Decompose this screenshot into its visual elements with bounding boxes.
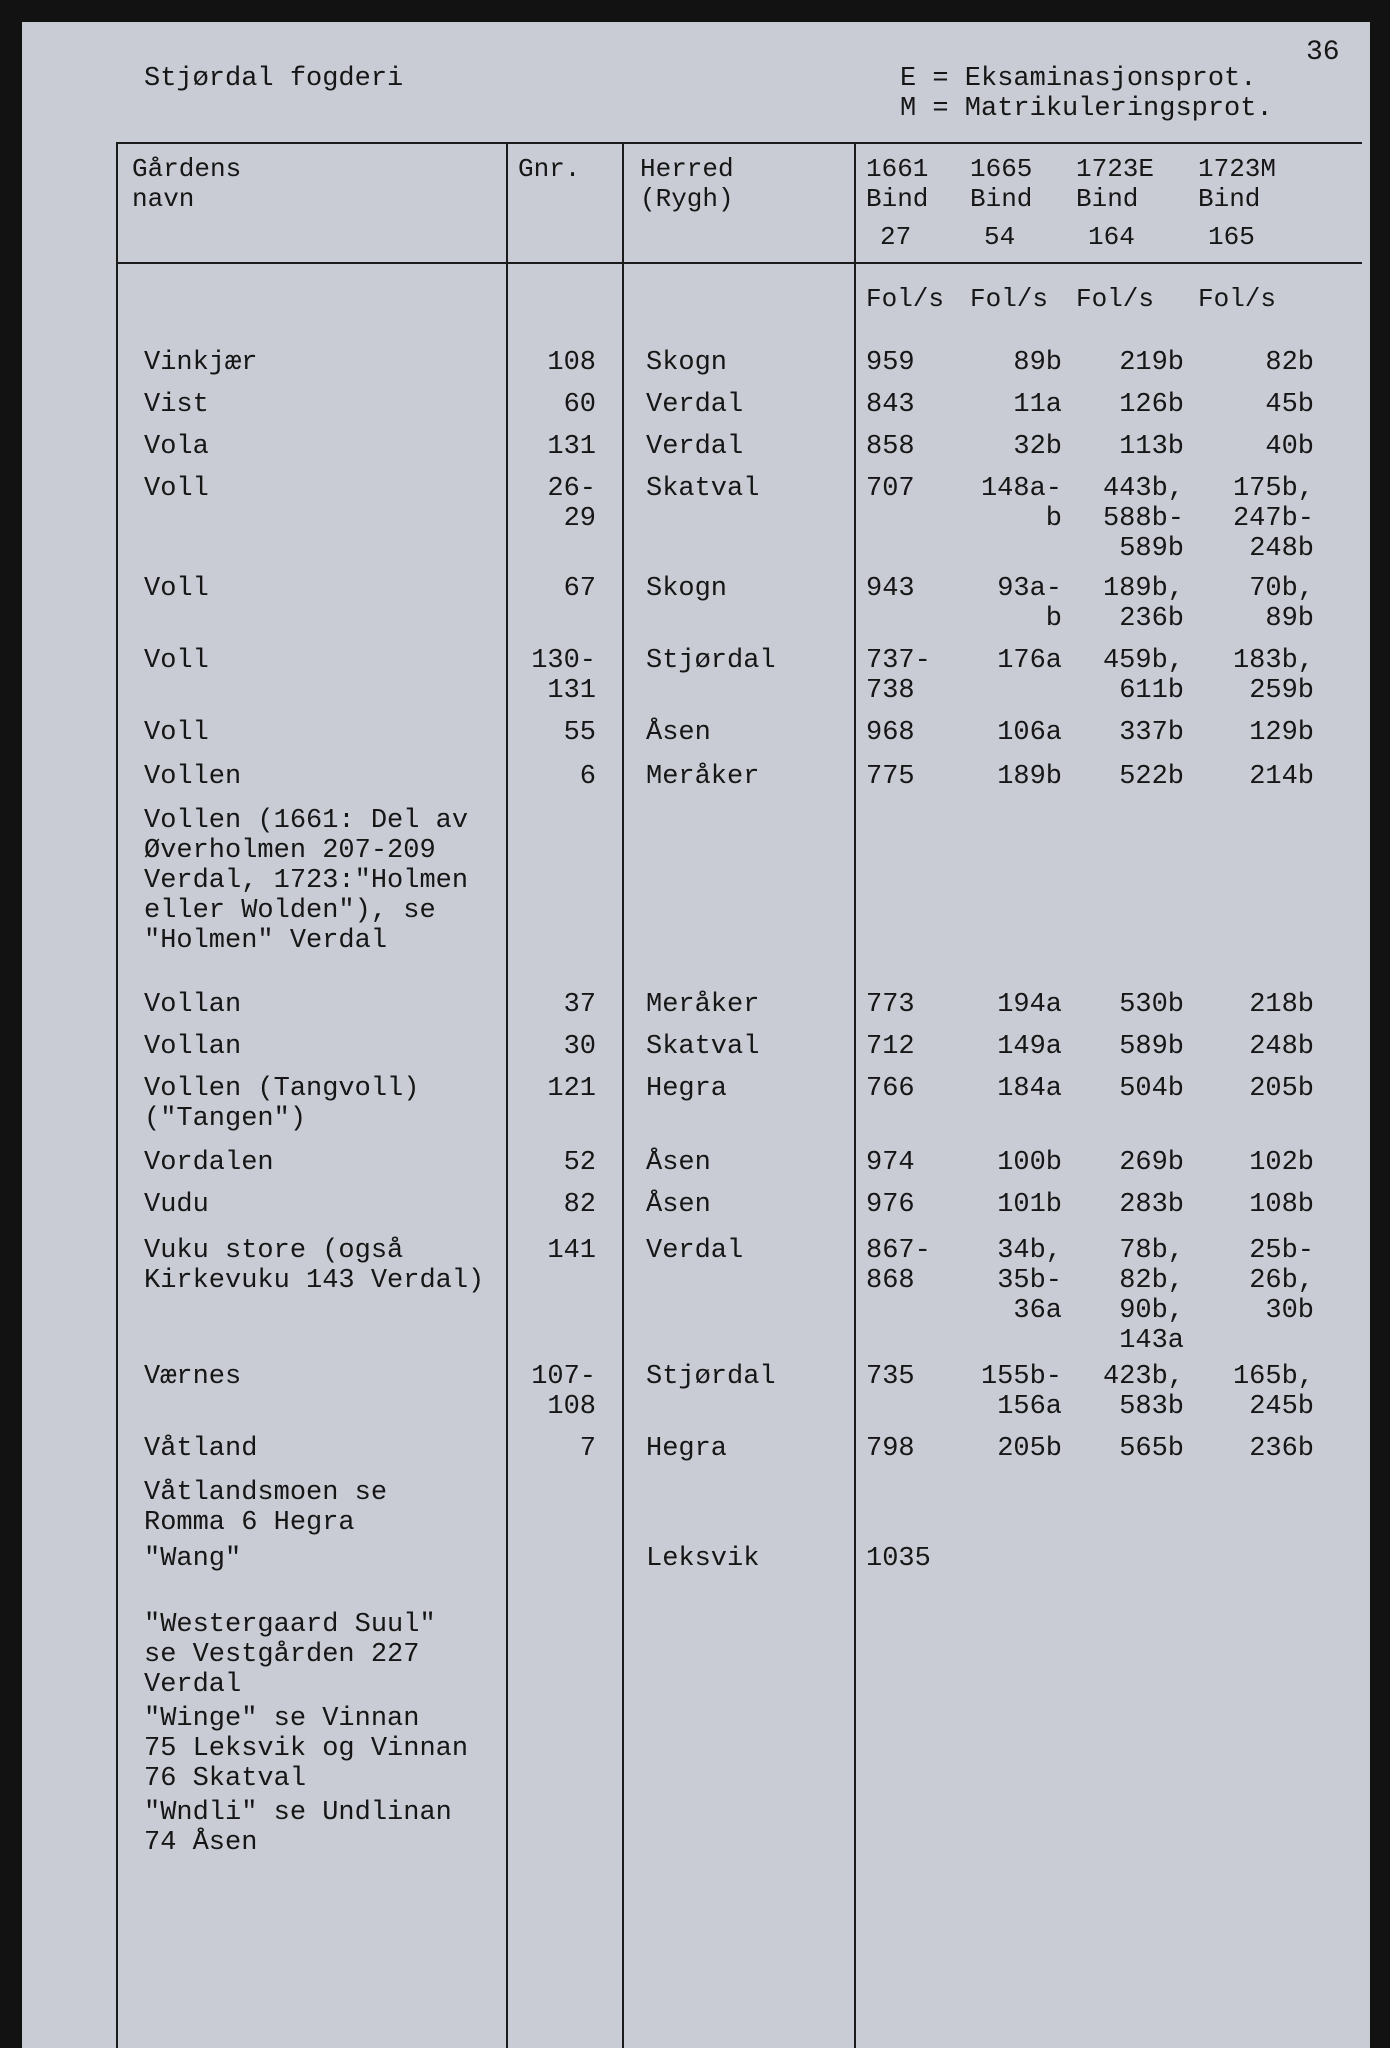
cell-v1723m: 45b (1265, 390, 1314, 420)
cell-v1661: 775 (866, 762, 915, 792)
cell-herred: Skatval (646, 1032, 760, 1062)
cell-v1665: 106a (997, 718, 1062, 748)
cell-v1661: 737- 738 (866, 646, 931, 706)
cell-v1661: 773 (866, 990, 915, 1020)
cell-name: Vollen (144, 762, 242, 792)
cell-herred: Verdal (646, 390, 744, 420)
cell-v1723e: 423b, 583b (1102, 1362, 1184, 1422)
cell-name: "Westergaard Suul" se Vestgården 227 Verdal (144, 1610, 436, 1700)
cell-v1665: 100b (997, 1148, 1062, 1178)
cell-gnr: 107- 108 (531, 1362, 596, 1422)
cell-herred: Skogn (646, 574, 728, 604)
bind-number-1665: 54 (984, 222, 1016, 252)
cell-v1723m: 214b (1249, 762, 1314, 792)
cell-gnr: 30 (563, 1032, 596, 1062)
cell-name: Vudu (144, 1190, 209, 1220)
cell-v1665: 32b (1013, 432, 1062, 462)
cell-v1665: 205b (997, 1434, 1062, 1464)
cell-v1723m: 165b, 245b (1232, 1362, 1314, 1422)
cell-v1723m: 248b (1249, 1032, 1314, 1062)
cell-v1661: 798 (866, 1434, 915, 1464)
cell-gnr: 60 (563, 390, 596, 420)
cell-v1665: 194a (997, 990, 1062, 1020)
cell-v1723e: 459b, 611b (1102, 646, 1184, 706)
cell-v1723m: 70b, 89b (1249, 574, 1314, 634)
column-header-herred: Herred (Rygh) (640, 154, 734, 214)
cell-v1723e: 113b (1119, 432, 1184, 462)
cell-gnr: 121 (547, 1074, 596, 1104)
table-top-rule (116, 142, 1362, 144)
cell-name: Våtland (144, 1434, 258, 1464)
cell-name: Vinkjær (144, 348, 258, 378)
bind-number-1661: 27 (880, 222, 912, 252)
cell-v1723m: 175b, 247b- 248b (1232, 474, 1314, 564)
cell-v1665: 34b, 35b- 36a (997, 1236, 1062, 1326)
cell-name: "Wndli" se Undlinan 74 Åsen (144, 1798, 452, 1858)
cell-herred: Meråker (646, 762, 760, 792)
cell-v1723e: 78b, 82b, 90b, 143a (1119, 1236, 1184, 1356)
cell-v1723m: 236b (1249, 1434, 1314, 1464)
document-page (22, 22, 1370, 2048)
cell-v1661: 976 (866, 1190, 915, 1220)
cell-herred: Verdal (646, 1236, 744, 1266)
cell-v1723e: 126b (1119, 390, 1184, 420)
cell-herred: Skatval (646, 474, 760, 504)
cell-gnr: 26- 29 (547, 474, 596, 534)
cell-name: Våtlandsmoen se Romma 6 Hegra (144, 1478, 388, 1538)
cell-v1665: 93a- b (997, 574, 1062, 634)
cell-herred: Verdal (646, 432, 744, 462)
cell-v1665: 101b (997, 1190, 1062, 1220)
bind-number-1723m: 165 (1208, 222, 1255, 252)
cell-v1723m: 108b (1249, 1190, 1314, 1220)
cell-v1665: 155b- 156a (980, 1362, 1062, 1422)
cell-gnr: 7 (579, 1434, 596, 1464)
cell-v1723m: 102b (1249, 1148, 1314, 1178)
cell-name: Voll (144, 574, 209, 604)
cell-name: Vollan (144, 990, 242, 1020)
cell-v1665: 176a (997, 646, 1062, 676)
cell-name: "Winge" se Vinnan 75 Leksvik og Vinnan 76 Skatval (144, 1704, 469, 1794)
column-header-1661: 1661 Bind (866, 154, 929, 214)
cell-v1665: 148a- b (980, 474, 1062, 534)
cell-v1723m: 25b- 26b, 30b (1249, 1236, 1314, 1326)
legend-m: M = Matrikuleringsprot. (900, 94, 1273, 124)
cell-v1665: 11a (1013, 390, 1062, 420)
cell-herred: Hegra (646, 1074, 728, 1104)
cell-v1665: 149a (997, 1032, 1062, 1062)
cell-v1665: 189b (997, 762, 1062, 792)
cell-v1661: 968 (866, 718, 915, 748)
cell-v1723e: 530b (1119, 990, 1184, 1020)
cell-v1661: 735 (866, 1362, 915, 1392)
cell-herred: Åsen (646, 1190, 711, 1220)
cell-herred: Leksvik (646, 1544, 760, 1574)
cell-gnr: 130- 131 (531, 646, 596, 706)
cell-name: Vuku store (også Kirkevuku 143 Verdal) (144, 1236, 485, 1296)
cell-name: "Wang" (144, 1544, 242, 1574)
cell-v1723e: 219b (1119, 348, 1184, 378)
cell-herred: Åsen (646, 718, 711, 748)
cell-v1723e: 565b (1119, 1434, 1184, 1464)
page-number: 36 (1306, 37, 1340, 68)
cell-v1723e: 522b (1119, 762, 1184, 792)
cell-name: Vollen (Tangvoll) ("Tangen") (144, 1074, 420, 1134)
cell-gnr: 6 (579, 762, 596, 792)
cell-herred: Skogn (646, 348, 728, 378)
folio-label-1665: Fol/s (970, 284, 1049, 314)
cell-v1723m: 129b (1249, 718, 1314, 748)
cell-v1661: 943 (866, 574, 915, 604)
cell-v1723e: 504b (1119, 1074, 1184, 1104)
cell-herred: Stjørdal (646, 1362, 776, 1392)
cell-name: Voll (144, 646, 209, 676)
cell-v1661: 712 (866, 1032, 915, 1062)
cell-name: Vist (144, 390, 209, 420)
cell-v1661: 843 (866, 390, 915, 420)
cell-v1661: 974 (866, 1148, 915, 1178)
legend-e: E = Eksaminasjonsprot. (900, 64, 1257, 94)
cell-v1723e: 337b (1119, 718, 1184, 748)
bind-number-1723e: 164 (1088, 222, 1135, 252)
cell-name: Værnes (144, 1362, 242, 1392)
cell-v1661: 707 (866, 474, 915, 504)
cell-gnr: 52 (563, 1148, 596, 1178)
cell-v1723m: 183b, 259b (1232, 646, 1314, 706)
cell-gnr: 131 (547, 432, 596, 462)
column-header-gnr: Gnr. (518, 154, 581, 184)
folio-label-1723e: Fol/s (1076, 284, 1155, 314)
cell-v1665: 184a (997, 1074, 1062, 1104)
cell-gnr: 37 (563, 990, 596, 1020)
cell-name: Vollen (1661: Del av Øverholmen 207-209 Verdal, 1723:"Holmen eller Wolden"), se "Holmen" Verdal (144, 806, 469, 956)
name-column-rule (506, 142, 508, 2048)
cell-gnr: 67 (563, 574, 596, 604)
column-header-name: Gårdens navn (132, 154, 242, 214)
herred-column-rule (854, 142, 856, 2048)
header-bottom-rule (116, 262, 1362, 264)
cell-v1723e: 589b (1119, 1032, 1184, 1062)
cell-v1723m: 205b (1249, 1074, 1314, 1104)
cell-v1723e: 189b, 236b (1102, 574, 1184, 634)
cell-v1723e: 443b, 588b- 589b (1102, 474, 1184, 564)
column-header-1665: 1665 Bind (970, 154, 1033, 214)
gnr-column-rule (622, 142, 624, 2048)
cell-name: Vola (144, 432, 209, 462)
table-left-rule (116, 142, 118, 2048)
cell-herred: Stjørdal (646, 646, 776, 676)
cell-v1665: 89b (1013, 348, 1062, 378)
cell-v1661: 959 (866, 348, 915, 378)
cell-gnr: 55 (563, 718, 596, 748)
column-header-1723e: 1723E Bind (1076, 154, 1155, 214)
folio-label-1661: Fol/s (866, 284, 945, 314)
cell-v1723m: 40b (1265, 432, 1314, 462)
cell-name: Voll (144, 718, 209, 748)
cell-v1661: 1035 (866, 1544, 931, 1574)
cell-v1723e: 283b (1119, 1190, 1184, 1220)
cell-v1661: 867- 868 (866, 1236, 931, 1296)
cell-v1723m: 218b (1249, 990, 1314, 1020)
cell-v1661: 858 (866, 432, 915, 462)
cell-v1723m: 82b (1265, 348, 1314, 378)
cell-v1661: 766 (866, 1074, 915, 1104)
cell-herred: Meråker (646, 990, 760, 1020)
cell-name: Vordalen (144, 1148, 274, 1178)
cell-gnr: 82 (563, 1190, 596, 1220)
column-header-1723m: 1723M Bind (1198, 154, 1277, 214)
cell-gnr: 141 (547, 1236, 596, 1266)
cell-v1723e: 269b (1119, 1148, 1184, 1178)
page-title: Stjørdal fogderi (144, 64, 404, 94)
cell-name: Voll (144, 474, 209, 504)
cell-gnr: 108 (547, 348, 596, 378)
folio-label-1723m: Fol/s (1198, 284, 1277, 314)
cell-name: Vollan (144, 1032, 242, 1062)
cell-herred: Åsen (646, 1148, 711, 1178)
cell-herred: Hegra (646, 1434, 728, 1464)
